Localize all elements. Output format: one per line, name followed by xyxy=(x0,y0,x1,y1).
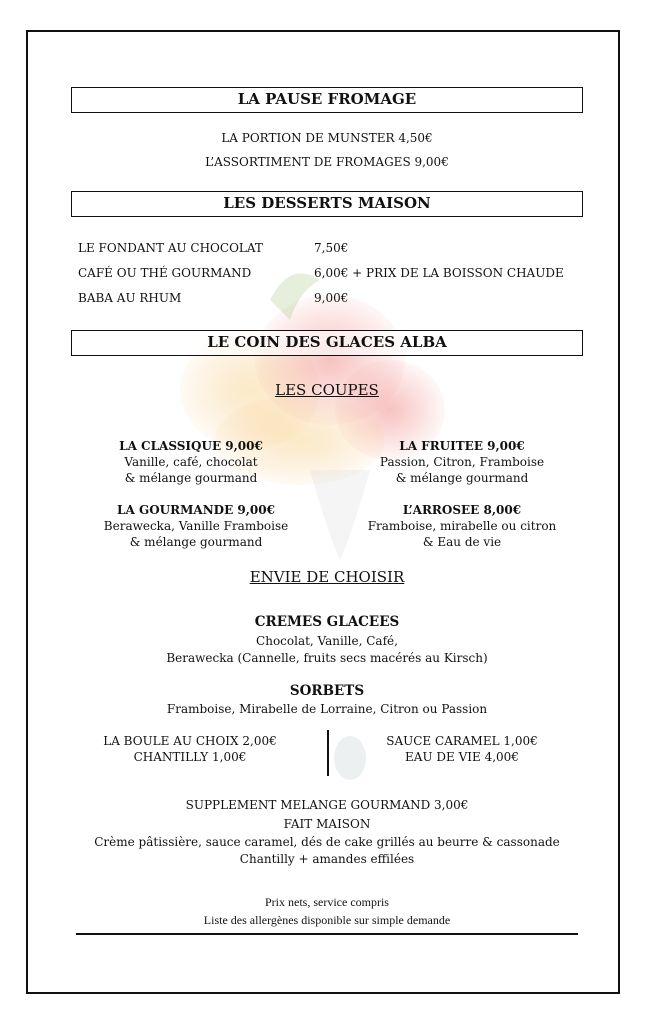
extra-item: CHANTILLY 1,00€ xyxy=(133,750,247,764)
extra-item: LA BOULE AU CHOIX 2,00€ xyxy=(103,734,277,748)
coupe-line: Berawecka, Vanille Framboise xyxy=(103,519,289,533)
coupe-line: Passion, Citron, Framboise xyxy=(379,455,545,469)
coupe-line: & Eau de vie xyxy=(422,535,502,549)
supplement-line: FAIT MAISON xyxy=(283,817,371,831)
coupe-line: Framboise, mirabelle ou citron xyxy=(367,519,557,533)
footer-rule xyxy=(76,933,578,935)
section-title: LES DESSERTS MAISON xyxy=(223,194,431,212)
supplement-line: SUPPLEMENT MELANGE GOURMAND 3,00€ xyxy=(185,798,469,812)
coupe-name: LA CLASSIQUE 9,00€ xyxy=(119,439,263,453)
dessert-price: 7,50€ xyxy=(314,241,349,255)
supplement-line: Crème pâtissière, sauce caramel, dés de cake grillés au beurre & cassonade xyxy=(94,835,560,849)
extras-left xyxy=(90,733,290,765)
extra-item: EAU DE VIE 4,00€ xyxy=(405,750,519,764)
coupe-fruitee xyxy=(362,438,562,486)
cremes-title: CREMES GLACEES xyxy=(254,614,400,630)
coupes-title: LES COUPES xyxy=(275,381,379,399)
coupe-line: & mélange gourmand xyxy=(129,535,263,549)
coupe-name: LA FRUITEE 9,00€ xyxy=(399,439,525,453)
section-header-glaces xyxy=(71,330,583,356)
footer-prix-nets: Prix nets, service compris xyxy=(265,895,389,909)
coupe-line: & mélange gourmand xyxy=(124,471,258,485)
cremes-line: Berawecka (Cannelle, fruits secs macérés au Kirsch) xyxy=(166,651,488,665)
sorbets-title: SORBETS xyxy=(289,683,365,699)
section-header-desserts xyxy=(71,191,583,217)
extras-divider xyxy=(327,730,329,776)
coupe-name: LA GOURMANDE 9,00€ xyxy=(117,503,275,517)
coupe-line: & mélange gourmand xyxy=(395,471,529,485)
section-header-fromage xyxy=(71,87,583,113)
dessert-name: BABA AU RHUM xyxy=(78,291,182,305)
fromage-item-assortiment: L’ASSORTIMENT DE FROMAGES 9,00€ xyxy=(205,155,449,169)
coupe-gourmande xyxy=(96,502,296,550)
coupe-arrosee xyxy=(352,502,572,550)
fromage-item-munster: LA PORTION DE MUNSTER 4,50€ xyxy=(221,131,433,145)
coupe-name: L’ARROSEE 8,00€ xyxy=(402,503,522,517)
coupe-classique xyxy=(96,438,286,486)
dessert-name: LE FONDANT AU CHOCOLAT xyxy=(78,241,263,255)
extras-right xyxy=(362,733,562,765)
coupe-line: Vanille, café, chocolat xyxy=(124,455,258,469)
section-title: LA PAUSE FROMAGE xyxy=(237,90,417,108)
sorbets-line: Framboise, Mirabelle de Lorraine, Citron ou Passion xyxy=(166,702,488,716)
section-title: LE COIN DES GLACES ALBA xyxy=(207,333,447,351)
dessert-name: CAFÉ OU THÉ GOURMAND xyxy=(78,266,252,280)
choisir-title: ENVIE DE CHOISIR xyxy=(249,568,405,586)
footer-allergenes: Liste des allergènes disponible sur simple demande xyxy=(203,913,451,927)
supplement-line: Chantilly + amandes effilées xyxy=(239,852,415,866)
cremes-line: Chocolat, Vanille, Café, xyxy=(256,634,398,648)
extra-item: SAUCE CARAMEL 1,00€ xyxy=(386,734,538,748)
dessert-price: 9,00€ xyxy=(314,291,349,305)
dessert-price: 6,00€ + PRIX DE LA BOISSON CHAUDE xyxy=(314,266,564,280)
